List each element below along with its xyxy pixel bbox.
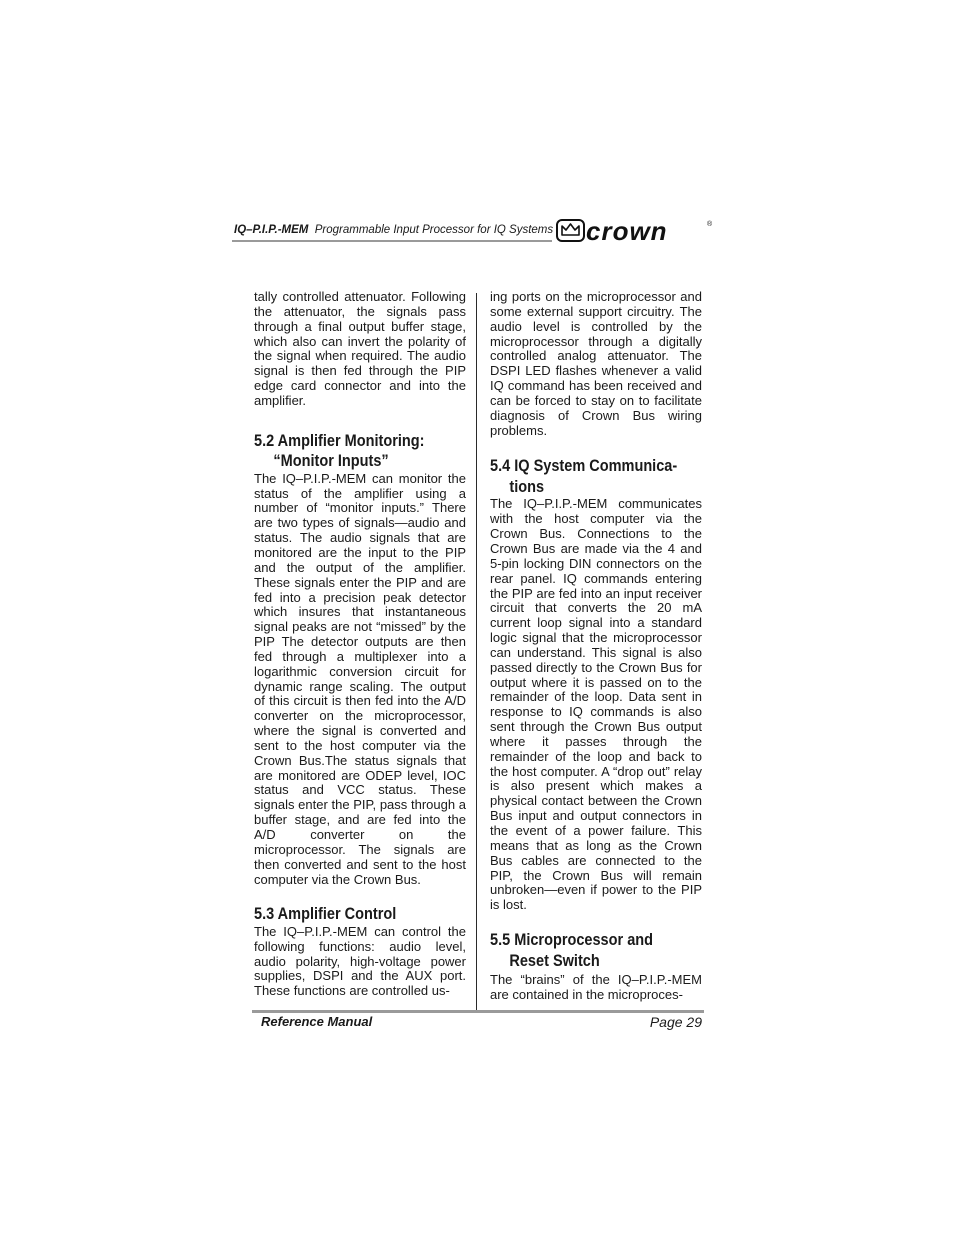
section-5-2-body: The IQ–P.I.P.-MEM can monitor the status of the amplifier using a number of “monitor inputs.” There are two types of signals—audio and status. The audio signals that are monitored are the input to the PIP and the output of the amplifier. These signals enter the PIP and are fed into a precision peak detector which insures that instantaneous signal peaks are not “missed” by the PIP The detector outputs are then fed through a multiplexer into a logarithmic conversion circuit for dynamic range scaling. The output of this circuit is then fed into the A/D converter on the microprocessor, where the signal is converted and sent to the host computer via the Crown Bus.The status signals that are monitored are ODEP level, IOC status and VCC status. These signals enter the PIP, pass through a buffer stage, and are fed into the A/D converter on the microprocessor. The signals are then converted and sent to the host computer via the Crown Bus. (254, 470, 466, 887)
footer-manual-title: Reference Manual (261, 1014, 373, 1029)
crown-logo (556, 214, 714, 246)
section-5-5-heading (490, 930, 677, 971)
section-5-2-heading (254, 431, 441, 472)
section-5-4-heading-line2: tions (509, 477, 545, 496)
header-rule (232, 240, 552, 242)
section-5-4-body: The IQ–P.I.P.-MEM communicates with the host computer via the Crown Bus. Connections to the Crown Bus are made via the 4 and 5-pin locking DIN connectors on the rear panel. IQ commands entering the PIP are fed into an input receiver circuit that converts the 20 mA current loop signal into a standard logic signal that the microprocessor can understand. This signal is also passed directly to the Crown Bus for output where it is passed on to the remainder of the loop. Data sent in response to IQ commands is also sent through the Crown Bus output where it passes through the remainder of the loop and back to the host computer. A “drop out” relay is also present which makes a physical contact between the Crown Bus input and output connectors in the event of a power failure. This means that as long as the Crown Bus cables are connected to the PIP, the Crown Bus will remain unbroken—even if power to the PIP is lost. (490, 496, 702, 913)
footer-rule (252, 1010, 704, 1013)
section-5-2-heading-line2: “Monitor Inputs” (273, 452, 389, 471)
section-5-3-heading-line1: 5.3 Amplifier Control (254, 905, 397, 924)
section-5-4-heading-line1: 5.4 IQ System Communica- (490, 457, 678, 476)
svg-text:®: ® (707, 221, 713, 228)
left-intro-paragraph: tally controlled attenuator. Following the attenuator, the signals pass through a final output buffer stage, which also can invert the polarity of the signal when required. The audio signal is then fed through the PIP edge card connector and into the amplifier. (254, 289, 466, 408)
section-5-5-body: The “brains” of the IQ–P.I.P.-MEM are contained in the microproces- (490, 972, 702, 1002)
header-product: IQ–P.I.P.-MEM (234, 224, 309, 236)
right-column (490, 290, 702, 1003)
crown-wordmark: crown (586, 216, 668, 246)
section-5-4-heading (490, 456, 677, 497)
section-5-2-heading-line1: 5.2 Amplifier Monitoring: (254, 431, 425, 450)
section-5-5-heading-line1: 5.5 Microprocessor and (490, 931, 654, 950)
section-5-3-body: The IQ–P.I.P.-MEM can control the following functions: audio level, audio polarity, high-voltage power supplies, DSPI and the AUX port. These functions are controlled us- (254, 923, 466, 999)
header-title (234, 224, 553, 236)
left-column (254, 290, 466, 999)
section-5-5-heading-line2: Reset Switch (509, 951, 600, 970)
section-5-3-heading (254, 904, 441, 925)
header-subtitle: Programmable Input Processor for IQ Systems (314, 224, 554, 236)
crown-icon (562, 224, 579, 235)
right-intro-paragraph: ing ports on the microprocessor and some external support circuitry. The audio level is controlled by the microprocessor through a digitally controlled analog attenuator. The DSPI LED flashes whenever a valid IQ command has been received and can be forced to stay on to facilitate diagnosis of Crown Bus wiring problems. (490, 289, 702, 438)
column-divider (476, 293, 477, 1010)
footer-page-number: Page 29 (649, 1014, 702, 1030)
